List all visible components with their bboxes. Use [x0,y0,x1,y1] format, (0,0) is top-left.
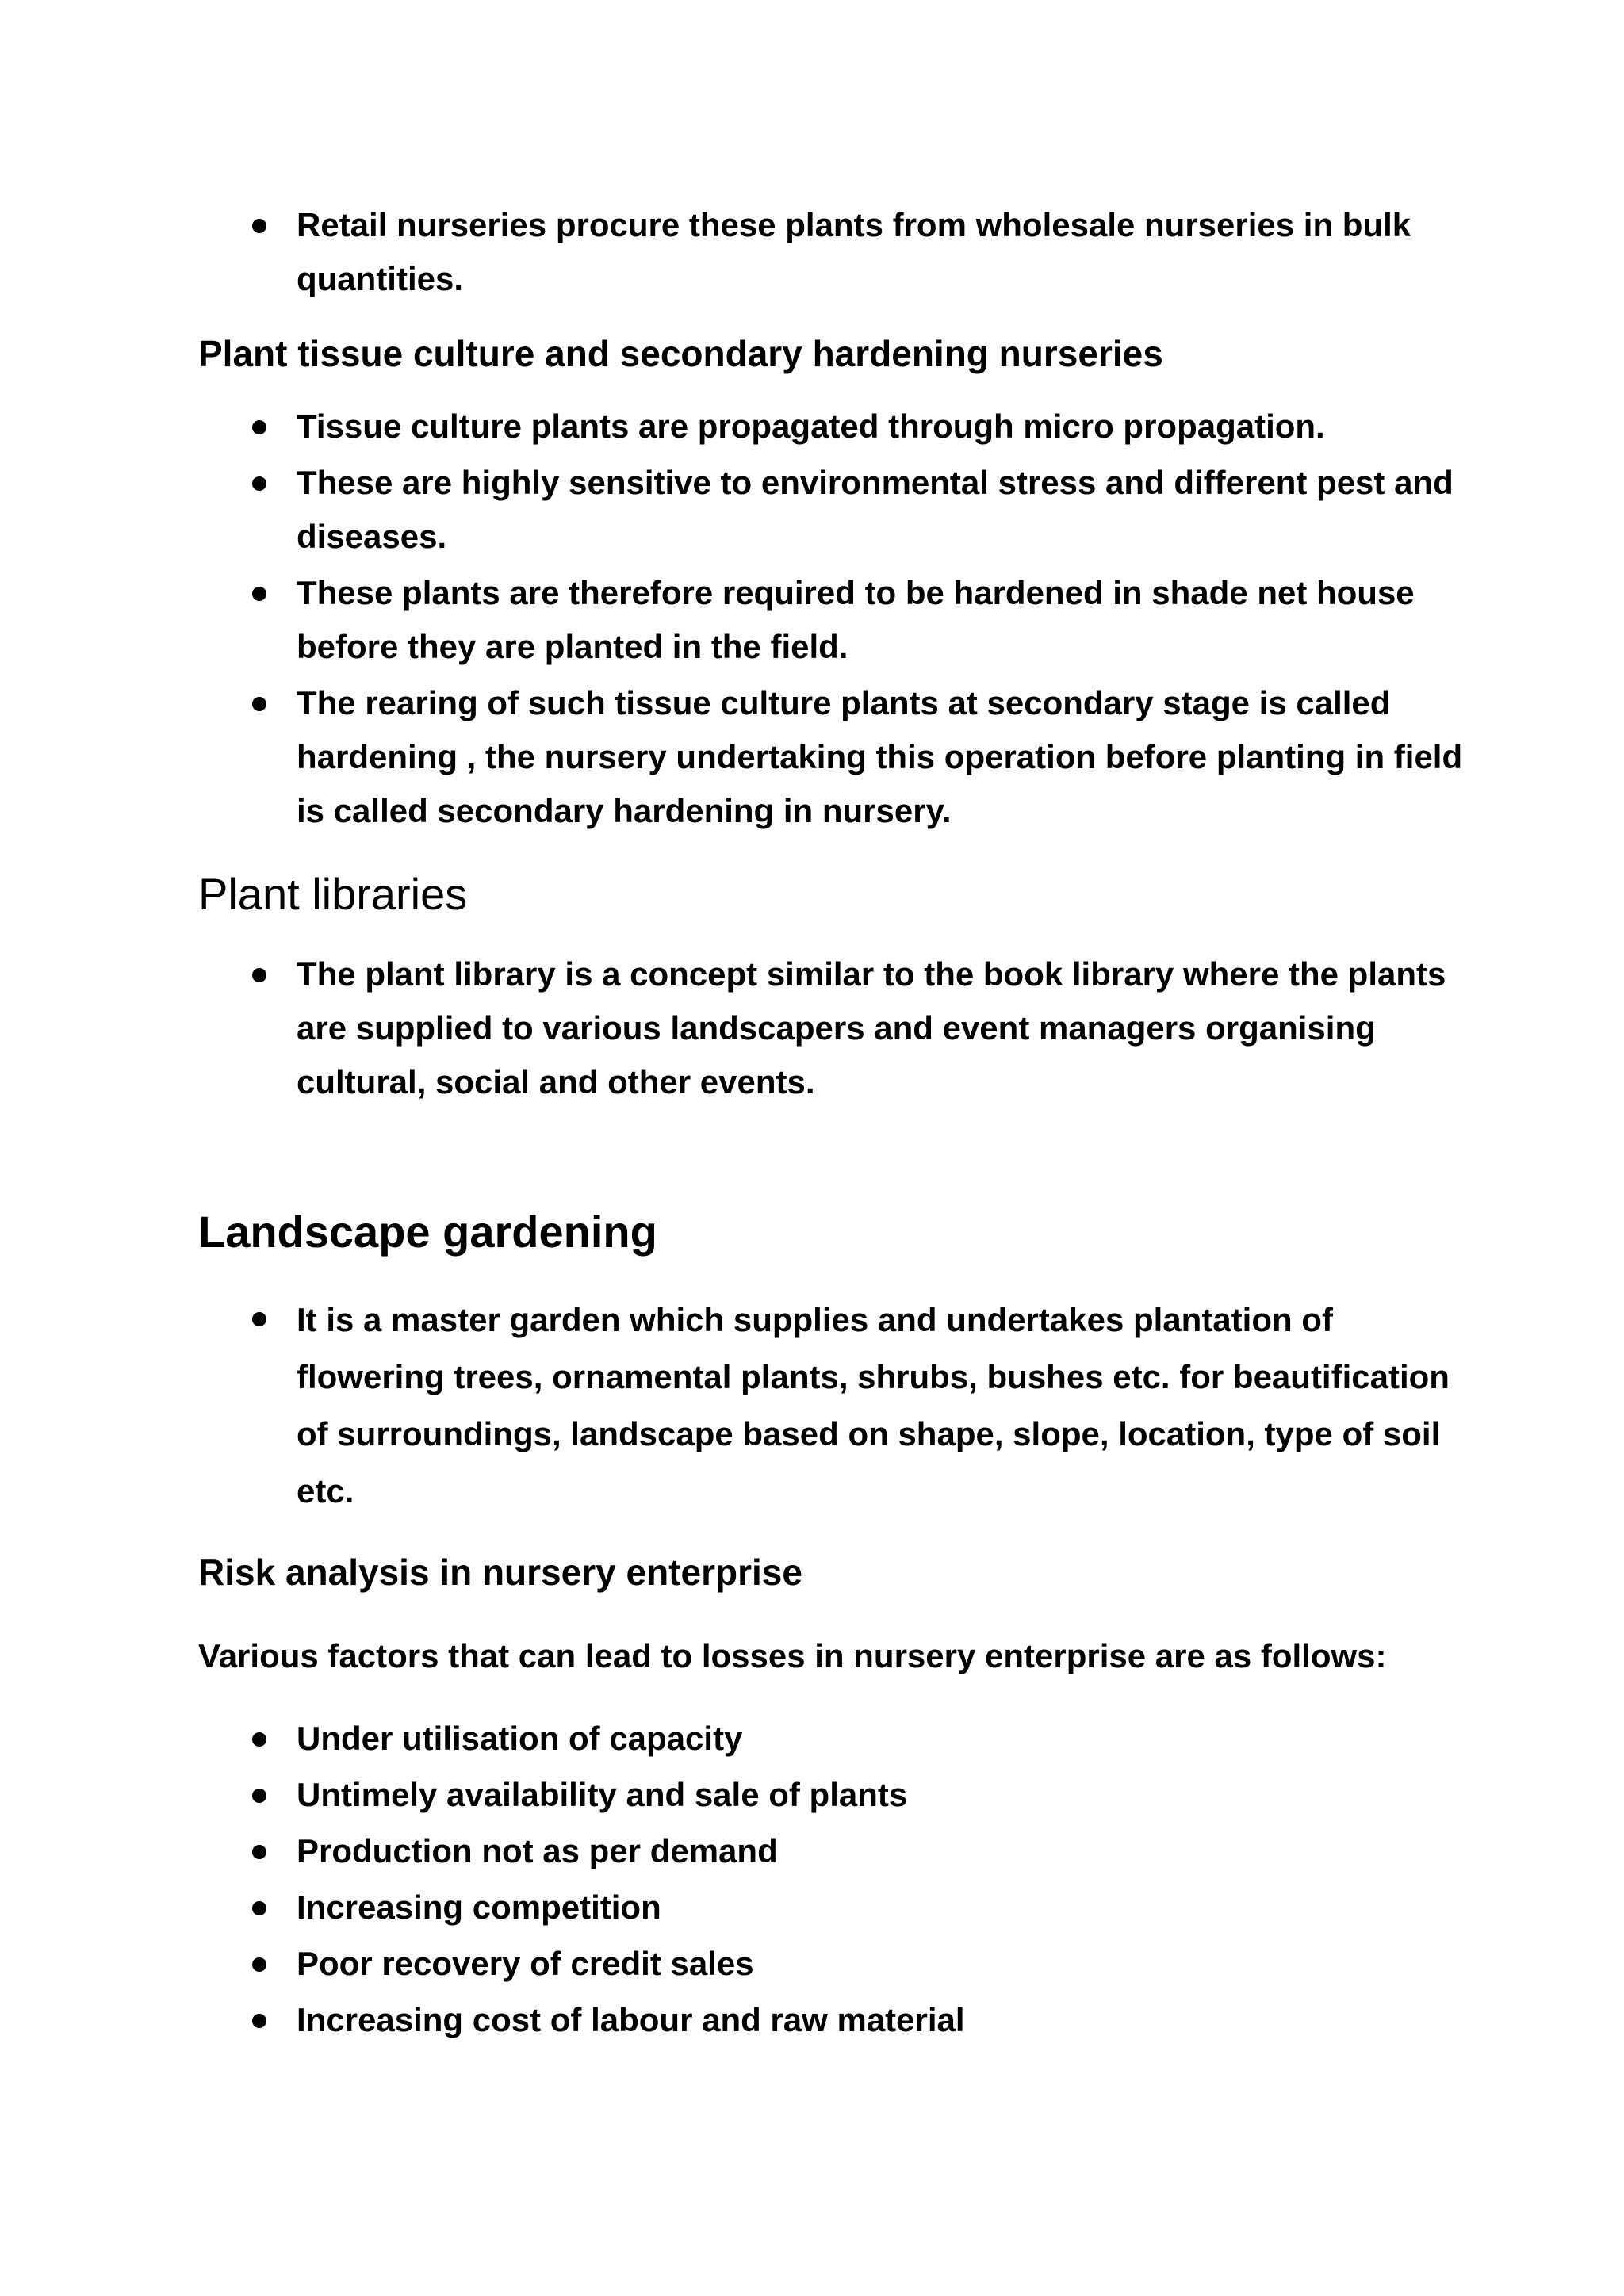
bullet-icon [252,1957,266,1972]
bullet-item: Under utilisation of capacity [198,1712,1467,1766]
bullet-item: These plants are therefore required to be hardened in shade net house before they are planted in the field. [198,566,1467,674]
bullet-item: These are highly sensitive to environmental stress and different pest and diseases. [198,456,1467,564]
bullet-item: The plant library is a concept similar to the book library where the plants are supplied to various landscapers and event managers organising cultural, social and other events. [198,947,1467,1109]
bullet-item: Poor recovery of credit sales [198,1937,1467,1991]
section-heading-plant-libraries: Plant libraries [198,869,468,919]
bullet-icon [252,1845,266,1859]
bullet-icon [252,1901,266,1915]
bullet-icon [252,219,266,233]
bullet-item: The rearing of such tissue culture plants at secondary stage is called hardening , the nursery undertaking this operation before planting in field is called secondary hardening in nursery. [198,676,1467,838]
bullet-item: Increasing competition [198,1881,1467,1934]
bullet-icon [252,587,266,601]
bullet-item: It is a master garden which supplies and undertakes plantation of flowering trees, ornamental plants, shrubs, bushes etc. for beautification of surroundings, landscape based on shape, slope, location, type of soil etc. [198,1292,1467,1520]
bullet-icon [252,1789,266,1803]
tissue-culture-bullet-list [198,400,1467,838]
section-heading-risk-analysis: Risk analysis in nursery enterprise [198,1552,802,1593]
bullet-item: Untimely availability and sale of plants [198,1768,1467,1822]
bullet-icon [252,2014,266,2028]
risk-factors-bullet-list [198,1712,1467,2047]
bullet-icon [252,476,266,491]
bullet-item: Retail nurseries procure these plants from wholesale nurseries in bulk quantities. [198,198,1467,306]
bullet-icon [252,697,266,711]
plant-libraries-bullet-list [198,947,1467,1109]
bullet-icon [252,1732,266,1747]
bullet-item: Increasing cost of labour and raw material [198,1993,1467,2047]
risk-intro-text: Various factors that can lead to losses in nursery enterprise are as follows: [198,1637,1387,1674]
document-page [198,198,1467,2049]
bullet-icon [252,1312,266,1326]
bullet-item: Tissue culture plants are propagated through micro propagation. [198,400,1467,453]
section-heading-landscape-gardening: Landscape gardening [198,1207,657,1257]
intro-bullet-list [198,198,1467,306]
landscape-bullet-list [198,1292,1467,1520]
bullet-icon [252,420,266,434]
section-heading-tissue-culture: Plant tissue culture and secondary hardening nurseries [198,333,1163,374]
bullet-icon [252,968,266,982]
bullet-item: Production not as per demand [198,1824,1467,1878]
